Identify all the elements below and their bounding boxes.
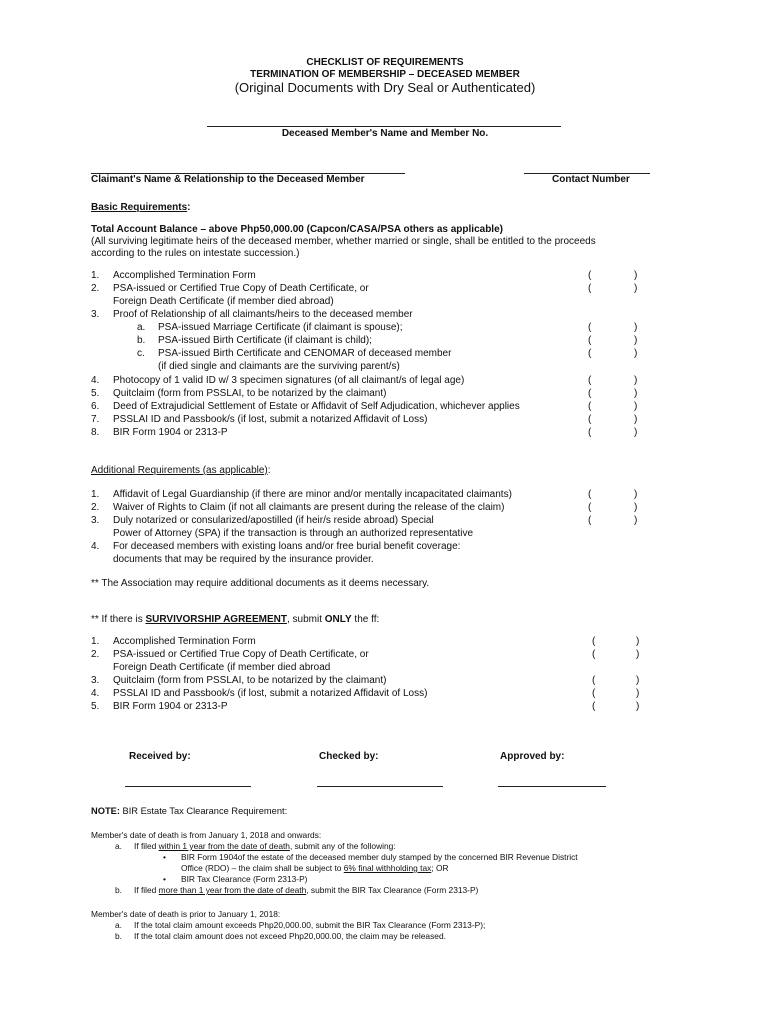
- bir-g2-a-letter: a.: [115, 920, 122, 930]
- bir-a-post: , submit any of the following:: [289, 841, 396, 851]
- additional-requirements-heading: [91, 465, 271, 476]
- list-item: PSA-issued or Certified True Copy of Death Certificate, or: [113, 649, 369, 660]
- list-item: Quitclaim (form from PSSLAI, to be notarized by the claimant): [113, 388, 387, 399]
- bir-group2-intro: Member's date of death is prior to January 1, 2018:: [91, 909, 281, 919]
- checkbox-open-paren[interactable]: (: [588, 515, 592, 526]
- list-item-number: b.: [137, 335, 146, 346]
- checkbox-open-paren[interactable]: (: [592, 701, 596, 712]
- list-item: PSA-issued or Certified True Copy of Death Certificate, or: [113, 283, 369, 294]
- list-item: For deceased members with existing loans and/or free burial benefit coverage:: [113, 541, 461, 552]
- list-item-number: 2.: [91, 283, 100, 294]
- heirs-note-1: (All surviving legitimate heirs of the deceased member, whether married or single, shall be entitled to the proceeds: [91, 236, 596, 247]
- list-item-number: 3.: [91, 515, 100, 526]
- list-item: Photocopy of 1 valid ID w/ 3 specimen signatures (of all claimant/s of legal age): [113, 375, 465, 386]
- checkbox-close-paren[interactable]: ): [634, 322, 638, 333]
- basic-heading-text: Basic Requirements: [91, 202, 188, 213]
- checkbox-open-paren[interactable]: (: [588, 401, 592, 412]
- bir-item-b: [134, 885, 478, 895]
- list-item: (if died single and claimants are the surviving parent/s): [158, 361, 400, 372]
- bir-bullet1-line2: [181, 863, 449, 873]
- checkbox-close-paren[interactable]: ): [634, 427, 638, 438]
- list-item: PSA-issued Birth Certificate (if claimant is child);: [158, 335, 372, 346]
- checkbox-open-paren[interactable]: (: [588, 283, 592, 294]
- checkbox-open-paren[interactable]: (: [588, 502, 592, 513]
- list-item-number: 1.: [91, 636, 100, 647]
- list-item-number: 4.: [91, 375, 100, 386]
- checkbox-close-paren[interactable]: ): [634, 515, 638, 526]
- list-item-number: 1.: [91, 270, 100, 281]
- doc-subtitle: TERMINATION OF MEMBERSHIP – DECEASED MEMBER: [250, 69, 520, 80]
- basic-requirements-heading: [91, 202, 191, 213]
- bir-b-pre: If filed: [134, 885, 159, 895]
- checkbox-open-paren[interactable]: (: [588, 335, 592, 346]
- checked-by-label: Checked by:: [319, 751, 379, 762]
- list-item-number: 1.: [91, 489, 100, 500]
- bir-note-label: NOTE:: [91, 806, 120, 816]
- additional-heading-colon: :: [267, 465, 271, 476]
- bir-bullet2: BIR Tax Clearance (Form 2313-P): [181, 874, 308, 884]
- additional-heading-text: Additional Requirements (as applicable): [91, 465, 268, 476]
- checkbox-close-paren[interactable]: ): [636, 688, 640, 699]
- bir-note-title: [91, 806, 287, 816]
- list-item: Deed of Extrajudicial Settlement of Estate or Affidavit of Self Adjudication, whichever applies: [113, 401, 520, 412]
- list-item: Quitclaim (form from PSSLAI, to be notarized by the claimant): [113, 675, 387, 686]
- list-item-number: 4.: [91, 688, 100, 699]
- checkbox-close-paren[interactable]: ): [634, 270, 638, 281]
- checkbox-close-paren[interactable]: ): [636, 675, 640, 686]
- list-item-number: 8.: [91, 427, 100, 438]
- bir-bullet1-underlined: 6% final withholding tax: [343, 863, 432, 873]
- list-item: PSA-issued Marriage Certificate (if claimant is spouse);: [158, 322, 403, 333]
- list-item-number: 3.: [91, 675, 100, 686]
- bir-b-underlined: more than 1 year from the date of death: [158, 885, 307, 895]
- bir-note-title-text: BIR Estate Tax Clearance Requirement:: [119, 806, 288, 816]
- balance-line: Total Account Balance – above Php50,000.00 (Capcon/CASA/PSA others as applicable): [91, 224, 503, 235]
- checked-by-signature-line[interactable]: [317, 786, 443, 787]
- checkbox-close-paren[interactable]: ): [634, 414, 638, 425]
- checkbox-open-paren[interactable]: (: [588, 322, 592, 333]
- survivorship-only: ONLY: [324, 614, 352, 625]
- list-item: Foreign Death Certificate (if member died abroad): [113, 296, 334, 307]
- checkbox-open-paren[interactable]: (: [588, 270, 592, 281]
- checkbox-close-paren[interactable]: ): [634, 283, 638, 294]
- bullet-icon: •: [163, 874, 166, 884]
- list-item: BIR Form 1904 or 2313-P: [113, 701, 228, 712]
- deceased-name-label: Deceased Member's Name and Member No.: [281, 128, 489, 139]
- list-item-number: 6.: [91, 401, 100, 412]
- checkbox-open-paren[interactable]: (: [588, 489, 592, 500]
- survivorship-suffix: the ff:: [351, 614, 380, 625]
- basic-heading-colon: :: [187, 202, 191, 213]
- doc-title: CHECKLIST OF REQUIREMENTS: [306, 57, 464, 68]
- checkbox-open-paren[interactable]: (: [588, 348, 592, 359]
- bir-item-a-letter: a.: [115, 841, 122, 851]
- bullet-icon: •: [163, 852, 166, 862]
- survivorship-heading: [91, 614, 379, 625]
- checkbox-close-paren[interactable]: ): [634, 502, 638, 513]
- list-item: Waiver of Rights to Claim (if not all claimants are present during the release of the claim): [113, 502, 505, 513]
- checkbox-close-paren[interactable]: ): [634, 348, 638, 359]
- checkbox-open-paren[interactable]: (: [592, 649, 596, 660]
- checkbox-open-paren[interactable]: (: [592, 688, 596, 699]
- list-item: Accomplished Termination Form: [113, 636, 256, 647]
- received-by-label: Received by:: [129, 751, 191, 762]
- list-item-number: 3.: [91, 309, 100, 320]
- list-item: Accomplished Termination Form: [113, 270, 256, 281]
- survivorship-prefix: ** If there is: [91, 614, 146, 625]
- deceased-name-line[interactable]: [207, 126, 561, 127]
- heirs-note-2: according to the rules on intestate succession.): [91, 248, 300, 259]
- bir-g2-item-b: If the total claim amount does not exceed Php20,000.00, the claim may be released.: [134, 931, 446, 941]
- list-item: Power of Attorney (SPA) if the transaction is through an authorized representative: [113, 528, 474, 539]
- checkbox-close-paren[interactable]: ): [634, 401, 638, 412]
- list-item: Affidavit of Legal Guardianship (if there are minor and/or mentally incapacitated claimants): [113, 489, 512, 500]
- survivorship-mid: , submit: [286, 614, 325, 625]
- bir-item-b-letter: b.: [115, 885, 122, 895]
- list-item: PSA-issued Birth Certificate and CENOMAR of deceased member: [158, 348, 452, 359]
- list-item-number: 2.: [91, 502, 100, 513]
- approved-by-label: Approved by:: [500, 751, 565, 762]
- list-item: Proof of Relationship of all claimants/heirs to the deceased member: [113, 309, 413, 320]
- checkbox-close-paren[interactable]: ): [634, 489, 638, 500]
- checkbox-open-paren[interactable]: (: [592, 636, 596, 647]
- bir-a-pre: If filed: [134, 841, 159, 851]
- list-item: PSSLAI ID and Passbook/s (if lost, submit a notarized Affidavit of Loss): [113, 414, 428, 425]
- list-item-number: 5.: [91, 701, 100, 712]
- list-item-number: 4.: [91, 541, 100, 552]
- survivorship-agreement: SURVIVORSHIP AGREEMENT: [145, 614, 287, 625]
- list-item-number: c.: [137, 348, 145, 359]
- checkbox-open-paren[interactable]: (: [588, 375, 592, 386]
- list-item: PSSLAI ID and Passbook/s (if lost, submit a notarized Affidavit of Loss): [113, 688, 428, 699]
- bir-group1-intro: Member's date of death is from January 1, 2018 and onwards:: [91, 830, 322, 840]
- checkbox-close-paren[interactable]: ): [634, 388, 638, 399]
- contact-number-label: Contact Number: [552, 174, 630, 185]
- list-item-number: 7.: [91, 414, 100, 425]
- association-note: ** The Association may require additional documents as it deems necessary.: [91, 578, 430, 589]
- bir-bullet1-pre: Office (RDO) – the claim shall be subject to: [181, 863, 344, 873]
- bir-g2-item-a: If the total claim amount exceeds Php20,000.00, submit the BIR Tax Clearance (Form 2313-P);: [134, 920, 486, 930]
- checkbox-open-paren[interactable]: (: [588, 388, 592, 399]
- list-item-number: a.: [137, 322, 146, 333]
- bir-g2-b-letter: b.: [115, 931, 122, 941]
- checkbox-close-paren[interactable]: ): [634, 335, 638, 346]
- checkbox-close-paren[interactable]: ): [634, 375, 638, 386]
- checkbox-close-paren[interactable]: ): [636, 701, 640, 712]
- bir-bullet1-post: ; OR: [431, 863, 449, 873]
- checkbox-open-paren[interactable]: (: [592, 675, 596, 686]
- list-item: documents that may be required by the insurance provider.: [113, 554, 374, 565]
- bir-item-a: [134, 841, 396, 851]
- claimant-name-label: Claimant's Name & Relationship to the Deceased Member: [91, 174, 365, 185]
- list-item: BIR Form 1904 or 2313-P: [113, 427, 228, 438]
- bir-b-post: , submit the BIR Tax Clearance (Form 2313-P): [306, 885, 479, 895]
- received-by-signature-line[interactable]: [125, 786, 251, 787]
- checkbox-close-paren[interactable]: ): [636, 636, 640, 647]
- bir-a-underlined: within 1 year from the date of death: [158, 841, 290, 851]
- list-item-number: 5.: [91, 388, 100, 399]
- bir-bullet1-line1: BIR Form 1904of the estate of the deceased member duly stamped by the concerned BIR Revenue District: [181, 852, 578, 862]
- checkbox-open-paren[interactable]: (: [588, 427, 592, 438]
- checkbox-open-paren[interactable]: (: [588, 414, 592, 425]
- doc-note: (Original Documents with Dry Seal or Authenticated): [234, 80, 536, 95]
- list-item: Foreign Death Certificate (if member died abroad: [113, 662, 331, 673]
- approved-by-signature-line[interactable]: [498, 786, 606, 787]
- list-item-number: 2.: [91, 649, 100, 660]
- list-item: Duly notarized or consularized/apostilled (if heir/s reside abroad) Special: [113, 515, 434, 526]
- checkbox-close-paren[interactable]: ): [636, 649, 640, 660]
